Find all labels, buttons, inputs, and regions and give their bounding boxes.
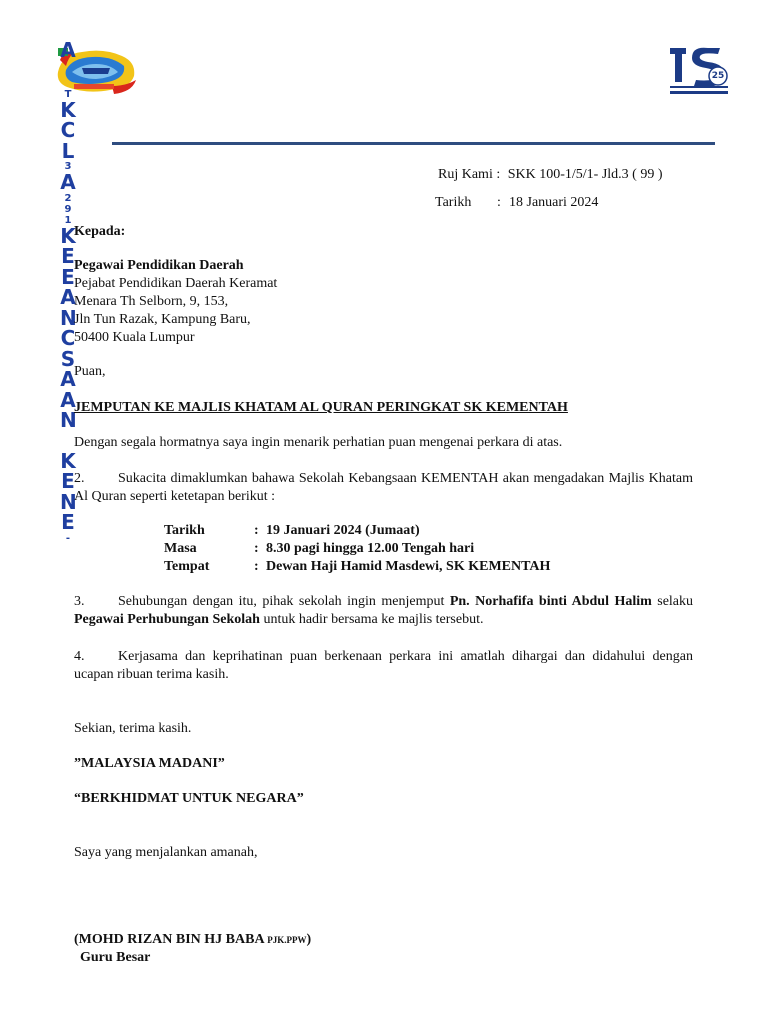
side-letter: A <box>60 285 76 309</box>
detail-colon: : <box>254 559 259 574</box>
detail-colon: : <box>254 541 259 556</box>
date-line <box>435 194 598 212</box>
detail-colon: : <box>254 523 259 538</box>
side-letter: 3 <box>64 161 72 172</box>
paragraph-4 <box>74 648 693 684</box>
recipient-to: Kepada: <box>74 224 126 239</box>
para-number: 2. <box>74 471 85 486</box>
date-colon: : <box>497 195 501 210</box>
signatory-name <box>74 931 311 949</box>
invitee-role: Pegawai Perhubungan Sekolah <box>74 612 260 627</box>
side-letter: S <box>60 346 76 371</box>
closing-line: Sekian, terima kasih. <box>74 721 192 736</box>
signatory-close: ) <box>306 932 312 947</box>
date-label: Tarikh <box>435 195 472 210</box>
side-letter: A <box>60 38 76 62</box>
letter-subject: JEMPUTAN KE MAJLIS KHATAM AL QURAN PERINGKAT SK KEMENTAH <box>74 400 568 415</box>
ref-label: Ruj Kami : <box>438 167 501 182</box>
detail-label: Tempat <box>164 559 210 574</box>
detail-label: Masa <box>164 541 197 556</box>
intro-paragraph: Dengan segala hormatnya saya ingin menarik perhatian puan mengenai perkara di atas. <box>74 435 563 450</box>
date-value: 18 Januari 2024 <box>509 195 599 210</box>
side-letter: 9 <box>64 203 72 215</box>
para-number: 4. <box>74 649 85 664</box>
detail-row-venue <box>164 558 550 576</box>
para-text-before: Sehubungan dengan itu, pihak sekolah ingin menjemput <box>118 594 445 609</box>
salutation: Puan, <box>74 364 106 379</box>
side-letter: A <box>60 170 76 194</box>
side-letter: T <box>64 88 72 100</box>
address-line: Pejabat Pendidikan Daerah Keramat <box>74 276 278 291</box>
side-letter: E <box>61 244 75 268</box>
sign-off: Saya yang menjalankan amanah, <box>74 845 258 860</box>
detail-value: 19 Januari 2024 (Jumaat) <box>266 523 420 538</box>
invitee-name: Pn. Norhafifa binti Abdul Halim <box>449 594 652 609</box>
side-letter: A <box>60 387 76 412</box>
side-letter: - <box>65 532 71 544</box>
header-rule <box>112 142 715 145</box>
ts25-logo <box>668 44 730 98</box>
detail-row-time <box>164 540 474 558</box>
side-letter: E <box>61 510 75 534</box>
paragraph-3 <box>74 593 693 629</box>
para-text: Kerjasama dan keprihatinan puan berkenaan perkara ini amatlah dihargai dan didahului dengan ucapan ribuan terima kasih. <box>74 649 693 682</box>
address-line: Jln Tun Razak, Kampung Baru, <box>74 312 251 327</box>
signatory-honorific: PJK.PPW <box>267 935 307 945</box>
side-letter: 2 <box>64 192 72 204</box>
side-letter: N <box>60 408 77 432</box>
side-letter: C <box>60 118 76 142</box>
side-letter: K <box>60 97 76 122</box>
ts25-label: 25 <box>711 71 725 81</box>
side-letter: A <box>60 367 76 391</box>
side-letter: N <box>60 305 77 330</box>
side-letter: K <box>60 223 76 248</box>
reference-line <box>438 166 663 184</box>
detail-label: Tarikh <box>164 523 205 538</box>
ref-value: SKK 100-1/5/1- Jld.3 ( 99 ) <box>507 167 663 182</box>
detail-value: 8.30 pagi hingga 12.00 Tengah hari <box>266 541 475 556</box>
para-number: 3. <box>74 594 85 609</box>
side-letter: E <box>61 264 75 289</box>
detail-row-date <box>164 522 420 540</box>
slogan-berkhidmat: “BERKHIDMAT UNTUK NEGARA” <box>74 791 304 806</box>
side-letter: 1 <box>64 214 72 226</box>
side-letter: N <box>60 489 77 514</box>
para-text-mid: selaku <box>657 594 694 609</box>
detail-value: Dewan Haji Hamid Masdewi, SK KEMENTAH <box>266 559 551 574</box>
side-letter: K <box>60 448 76 473</box>
para-text-after: untuk hadir bersama ke majlis tersebut. <box>263 612 484 627</box>
signatory-position: Guru Besar <box>80 950 151 965</box>
side-letter: C <box>60 326 76 350</box>
address-line: Menara Th Selborn, 9, 153, <box>74 294 229 309</box>
side-letter: E <box>61 469 75 493</box>
para-text: Sukacita dimaklumkan bahawa Sekolah Kebangsaan KEMENTAH akan mengadakan Majlis Khatam Al Quran seperti ketetapan berikut : <box>74 471 693 504</box>
signatory-name-text: (MOHD RIZAN BIN HJ BABA <box>74 932 264 947</box>
paragraph-2 <box>74 470 693 506</box>
recipient-title: Pegawai Pendidikan Daerah <box>74 258 244 273</box>
address-line: 50400 Kuala Lumpur <box>74 330 195 345</box>
slogan-madani: ”MALAYSIA MADANI” <box>74 756 225 771</box>
recipient-address <box>74 257 277 347</box>
side-letter: L <box>61 138 75 163</box>
